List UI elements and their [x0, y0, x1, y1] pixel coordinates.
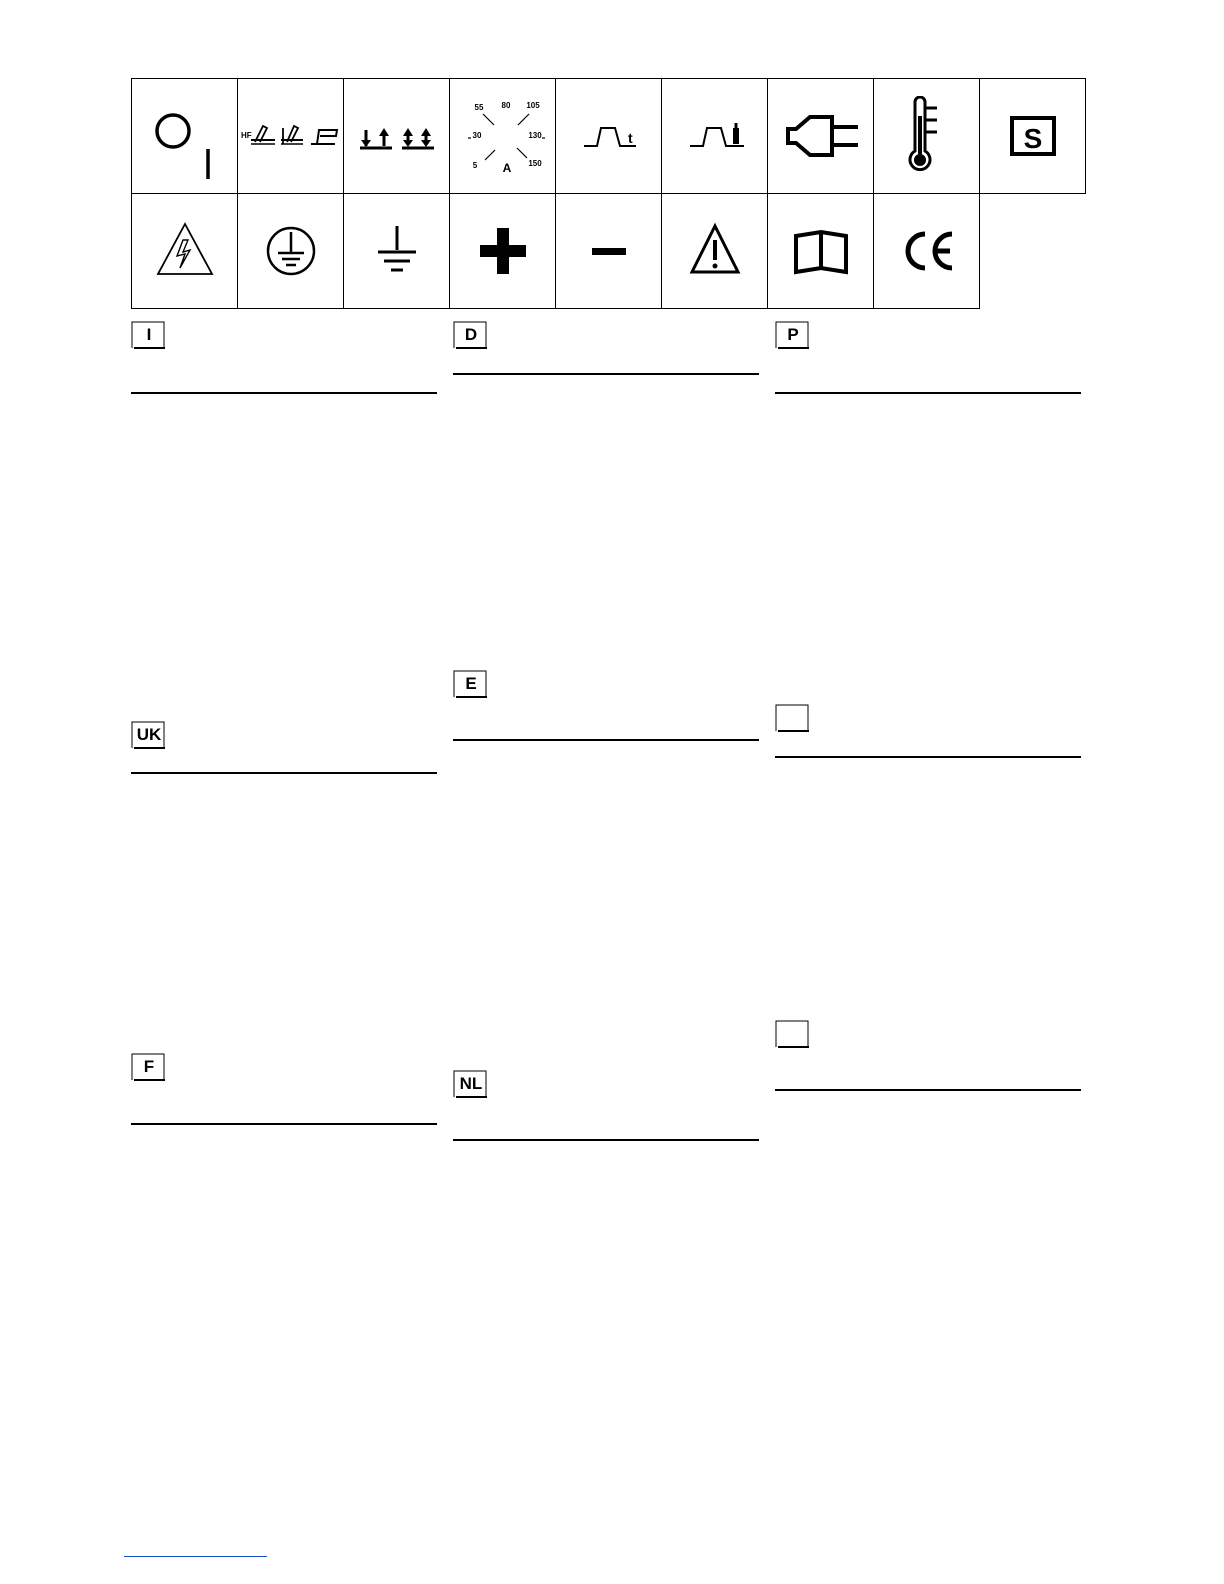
section-divider — [775, 756, 1081, 758]
slope-down-time-icon — [564, 106, 654, 166]
hf-label: HF — [240, 131, 252, 140]
section-portuguese — [775, 321, 1081, 349]
2t-4t-trigger-mode-icon — [352, 106, 442, 166]
symbol-cell — [768, 194, 874, 309]
language-tag — [131, 721, 165, 749]
slope-t-label: t — [627, 130, 633, 146]
section-english — [131, 721, 437, 749]
dial-label-150: 150 — [527, 159, 542, 168]
positive-polarity-icon — [468, 216, 538, 286]
dial-label-105: 105 — [525, 101, 540, 110]
read-manual-book-icon — [786, 216, 856, 286]
section-divider — [453, 1139, 759, 1141]
symbol-cell-empty — [980, 194, 1086, 309]
thermal-protection-thermometer-icon — [897, 96, 957, 176]
language-code: E — [465, 674, 477, 693]
hf-lift-mma-welding-modes-icon — [241, 106, 341, 166]
symbol-cell — [238, 194, 344, 309]
section-unlabeled-1 — [775, 704, 1081, 732]
symbol-cell — [874, 194, 980, 309]
electric-shock-warning-icon — [150, 216, 220, 286]
language-tag — [131, 321, 165, 349]
general-warning-icon — [680, 216, 750, 286]
footer-link-underline[interactable] — [124, 1556, 267, 1557]
section-french — [131, 1053, 437, 1081]
language-tag — [775, 321, 809, 349]
dial-unit-a: A — [502, 161, 511, 175]
symbol-cell — [662, 194, 768, 309]
dial-label-5: 5 — [472, 161, 477, 170]
language-code: UK — [136, 725, 162, 744]
language-tag — [453, 1070, 487, 1098]
section-dutch — [453, 1070, 759, 1098]
symbol-cell — [874, 79, 980, 194]
symbol-cell — [980, 79, 1086, 194]
negative-polarity-icon — [574, 216, 644, 286]
section-german — [453, 321, 759, 349]
section-spanish — [453, 670, 759, 698]
symbol-cell — [132, 194, 238, 309]
on-off-switch-icon — [140, 91, 230, 181]
symbol-cell — [662, 79, 768, 194]
language-code: NL — [459, 1074, 483, 1093]
dial-label-55: 55 — [474, 103, 483, 112]
section-unlabeled-2 — [775, 1020, 1081, 1048]
dial-label-30: 30 — [472, 131, 481, 140]
symbol-cell — [450, 79, 556, 194]
symbol-cell — [450, 194, 556, 309]
language-tag — [131, 1053, 165, 1081]
dial-label-80: 80 — [501, 101, 510, 110]
section-divider — [131, 772, 437, 774]
protective-earth-icon — [256, 216, 326, 286]
s-mark-icon — [1003, 106, 1063, 166]
symbol-cell — [556, 79, 662, 194]
language-code — [777, 707, 809, 729]
language-tag — [775, 1020, 809, 1048]
language-code: I — [146, 325, 152, 344]
s-mark-letter: S — [1023, 123, 1042, 154]
section-divider — [131, 392, 437, 394]
current-adjustment-dial-icon — [453, 86, 553, 186]
section-italian — [131, 321, 437, 349]
ce-mark-icon — [892, 216, 962, 286]
symbol-row-1 — [132, 79, 1086, 194]
mains-plug-icon — [776, 101, 866, 171]
section-divider — [775, 392, 1081, 394]
earth-ground-icon — [362, 216, 432, 286]
language-tag — [453, 670, 487, 698]
symbol-cell — [556, 194, 662, 309]
language-code — [777, 1023, 809, 1045]
language-code: P — [787, 325, 799, 344]
symbol-cell — [132, 79, 238, 194]
symbol-cell — [344, 194, 450, 309]
symbol-cell — [768, 79, 874, 194]
dial-label-130: 130 — [527, 131, 542, 140]
symbol-cell — [238, 79, 344, 194]
section-divider — [453, 373, 759, 375]
section-divider — [131, 1123, 437, 1125]
symbol-row-2 — [132, 194, 1086, 309]
section-divider — [775, 1089, 1081, 1091]
language-code: F — [143, 1057, 155, 1076]
section-divider — [453, 739, 759, 741]
language-tag — [453, 321, 487, 349]
symbol-cell — [344, 79, 450, 194]
language-tag — [775, 704, 809, 732]
post-gas-icon — [670, 106, 760, 166]
symbol-table — [131, 78, 1086, 309]
language-code: D — [464, 325, 478, 344]
